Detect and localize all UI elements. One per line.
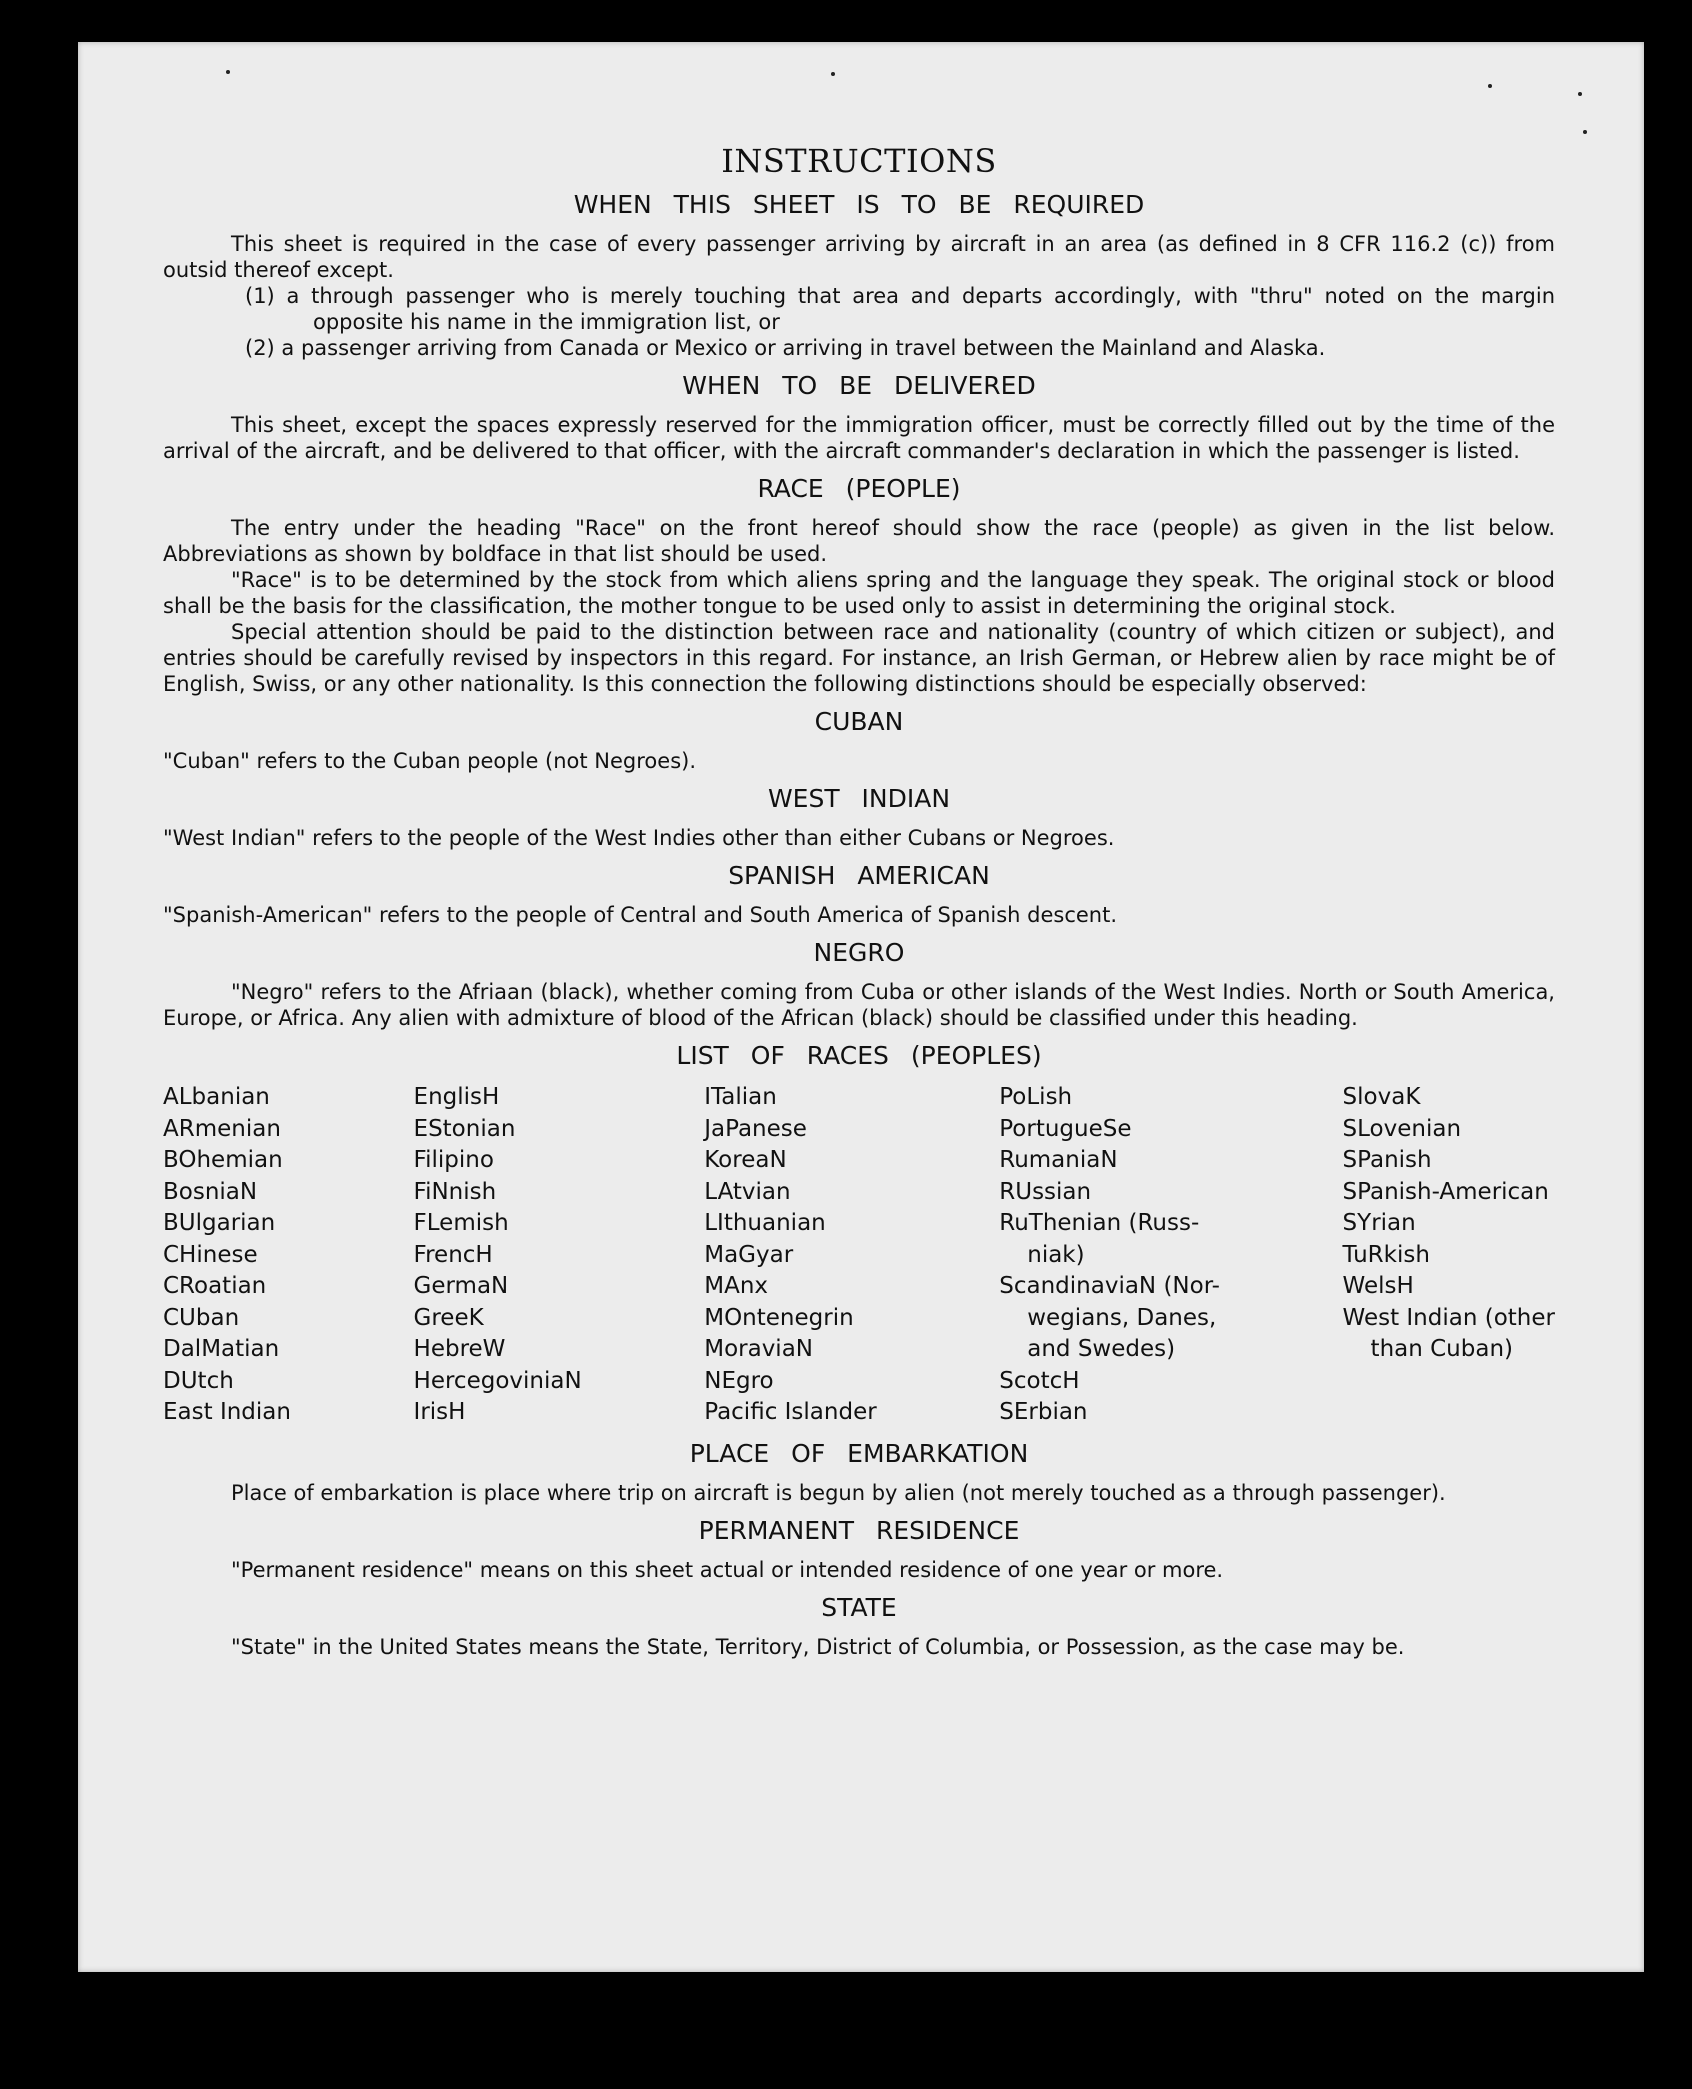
- race-entry: MaGyar: [704, 1241, 794, 1268]
- speck: [1578, 92, 1582, 96]
- race-entry: ScandinaviaN (Nor-: [999, 1273, 1220, 1299]
- west-indian-text: "West Indian" refers to the people of the West Indies other than either Cubans or Negroes.: [163, 826, 1115, 850]
- race-entry: KoreaN: [704, 1147, 787, 1173]
- race-entry: BosniaN: [163, 1178, 258, 1205]
- speck: [831, 72, 835, 76]
- race-entry: CRoatian: [163, 1273, 267, 1299]
- race-entry: RuThenian (Russ-: [999, 1210, 1200, 1236]
- section-heading-list-of-races: LIST OF RACES (PEOPLES): [676, 1041, 1042, 1070]
- section-heading-state: STATE: [821, 1592, 897, 1622]
- race-entry: IrisH: [413, 1399, 466, 1425]
- race-entry: FrencH: [413, 1241, 493, 1268]
- race-entry: RUssian: [999, 1178, 1092, 1205]
- races-column-5: [1343, 1082, 1555, 1429]
- races-list: [163, 1082, 1555, 1429]
- race-entry: GreeK: [413, 1304, 484, 1331]
- race-entry: Pacific Islander: [704, 1399, 877, 1425]
- spanish-american-text: "Spanish-American" refers to the people of Central and South America of Spanish descent.: [163, 903, 1118, 927]
- section-heading-negro: NEGRO: [813, 938, 905, 967]
- race-entry: PortugueSe: [999, 1115, 1132, 1142]
- race-entry: TuRkish: [1342, 1241, 1430, 1268]
- race-entry: BUlgarian: [163, 1210, 276, 1236]
- race-entry: HercegoviniaN: [413, 1367, 582, 1394]
- section-heading-residence: PERMANENT RESIDENCE: [698, 1515, 1020, 1545]
- embarkation-text: Place of embarkation is place where trip on aircraft is begun by alien (not merely touched as a through passenger).: [231, 1480, 1446, 1505]
- delivered-text: This sheet, except the spaces expressly reserved for the immigration officer, must be correctly filled out by the time of the arrival of the aircraft, and be delivered to that officer, with the aircraft commander's declaration in which the passenger is listed.: [163, 413, 1555, 463]
- races-column-3: [704, 1082, 876, 1429]
- race-entry-continuation: than Cuban): [1370, 1336, 1514, 1362]
- race-entry-continuation: wegians, Danes,: [1027, 1304, 1217, 1331]
- race-entry: SLovenian: [1342, 1115, 1462, 1142]
- cuban-text: "Cuban" refers to the Cuban people (not Negroes).: [163, 749, 697, 773]
- document-sheet: [78, 42, 1644, 1972]
- negro-text: "Negro" refers to the Afriaan (black), whether coming from Cuba or other islands of the West Indies. North or South America, Europe, or Africa. Any alien with admixture of blood of the African (black) should be classified under this heading.: [163, 980, 1555, 1030]
- section-heading-west-indian: WEST INDIAN: [767, 784, 951, 813]
- race-entry: ARmenian: [163, 1115, 281, 1142]
- section-heading-delivered: WHEN TO BE DELIVERED: [682, 371, 1036, 400]
- section-heading-required: WHEN THIS SHEET IS TO BE REQUIRED: [573, 190, 1145, 219]
- races-column-1: [163, 1082, 291, 1429]
- required-item-1: (1) a through passenger who is merely touching that area and departs accordingly, with "thru" noted on the margin opposite his name in the immigration list, or: [245, 284, 1555, 334]
- race-entry: Filipino: [413, 1147, 494, 1173]
- race-entry: DUtch: [163, 1367, 234, 1394]
- race-entry: SYrian: [1342, 1210, 1416, 1236]
- section-heading-cuban: CUBAN: [814, 707, 904, 736]
- race-paragraph-3: Special attention should be paid to the distinction between race and nationality (country of which citizen or subject), and entries should be carefully revised by inspectors in this regard. For instance, an Irish German, or Hebrew alien by race might be of English, Swiss, or any other nationality. Is this connection the following distinctions should be especially observed:: [163, 620, 1555, 696]
- races-column-4: [999, 1082, 1220, 1429]
- race-entry: JaPanese: [704, 1115, 807, 1142]
- race-entry: MOntenegrin: [704, 1304, 854, 1331]
- race-entry: ITalian: [704, 1084, 777, 1110]
- section-heading-embarkation: PLACE OF EMBARKATION: [689, 1438, 1029, 1468]
- required-item-2: (2) a passenger arriving from Canada or Mexico or arriving in travel between the Mainland and Alaska.: [245, 336, 1326, 360]
- race-entry: PoLish: [999, 1084, 1073, 1110]
- residence-text: "Permanent residence" means on this sheet actual or intended residence of one year or more.: [231, 1557, 1224, 1582]
- race-entry-continuation: niak): [1027, 1241, 1085, 1268]
- race-entry: EStonian: [413, 1115, 516, 1142]
- race-entry: NEgro: [704, 1367, 774, 1394]
- race-entry: LAtvian: [704, 1178, 791, 1205]
- race-entry: FiNnish: [413, 1178, 497, 1205]
- race-entry: West Indian (other: [1342, 1304, 1555, 1331]
- race-entry: EnglisH: [413, 1084, 500, 1110]
- race-paragraph-2: "Race" is to be determined by the stock from which aliens spring and the language they speak. The original stock or blood shall be the basis for the classification, the mother tongue to be used only to assist in determining the original stock.: [163, 568, 1555, 618]
- race-entry: BOhemian: [163, 1147, 283, 1173]
- races-column-2: [414, 1082, 582, 1429]
- race-entry: MoraviaN: [704, 1336, 814, 1362]
- race-entry: MAnx: [704, 1273, 769, 1299]
- race-entry: SPanish-American: [1342, 1178, 1549, 1205]
- speck: [1583, 130, 1587, 134]
- race-entry: CHinese: [163, 1241, 258, 1268]
- race-entry: East Indian: [163, 1399, 291, 1425]
- race-entry: LIthuanian: [704, 1210, 826, 1236]
- race-entry: DalMatian: [163, 1336, 280, 1362]
- race-entry-continuation: and Swedes): [1027, 1336, 1176, 1362]
- race-entry: RumaniaN: [999, 1147, 1118, 1173]
- speck: [226, 70, 230, 74]
- instructions-content: [163, 142, 1555, 1660]
- race-entry: GermaN: [413, 1273, 509, 1299]
- race-entry: SErbian: [999, 1399, 1088, 1425]
- race-entry: HebreW: [413, 1336, 506, 1362]
- required-intro: This sheet is required in the case of every passenger arriving by aircraft in an area (as defined in 8 CFR 116.2 (c)) from outsid thereof except.: [163, 232, 1555, 282]
- page-title: INSTRUCTIONS: [721, 142, 997, 180]
- race-entry: CUban: [163, 1304, 240, 1331]
- race-entry: SlovaK: [1342, 1084, 1421, 1110]
- section-heading-race: RACE (PEOPLE): [757, 474, 961, 503]
- race-entry: ALbanian: [163, 1084, 270, 1110]
- race-entry: WelsH: [1342, 1273, 1414, 1299]
- race-paragraph-1: The entry under the heading "Race" on the front hereof should show the race (people) as given in the list below. Abbreviations as shown by boldface in that list should be used.: [163, 516, 1555, 566]
- speck: [1488, 84, 1492, 88]
- race-entry: ScotcH: [999, 1367, 1080, 1394]
- race-entry: SPanish: [1342, 1147, 1432, 1173]
- state-text: "State" in the United States means the State, Territory, District of Columbia, or Possession, as the case may be.: [231, 1634, 1405, 1659]
- race-entry: FLemish: [413, 1210, 509, 1236]
- section-heading-spanish-american: SPANISH AMERICAN: [728, 861, 990, 890]
